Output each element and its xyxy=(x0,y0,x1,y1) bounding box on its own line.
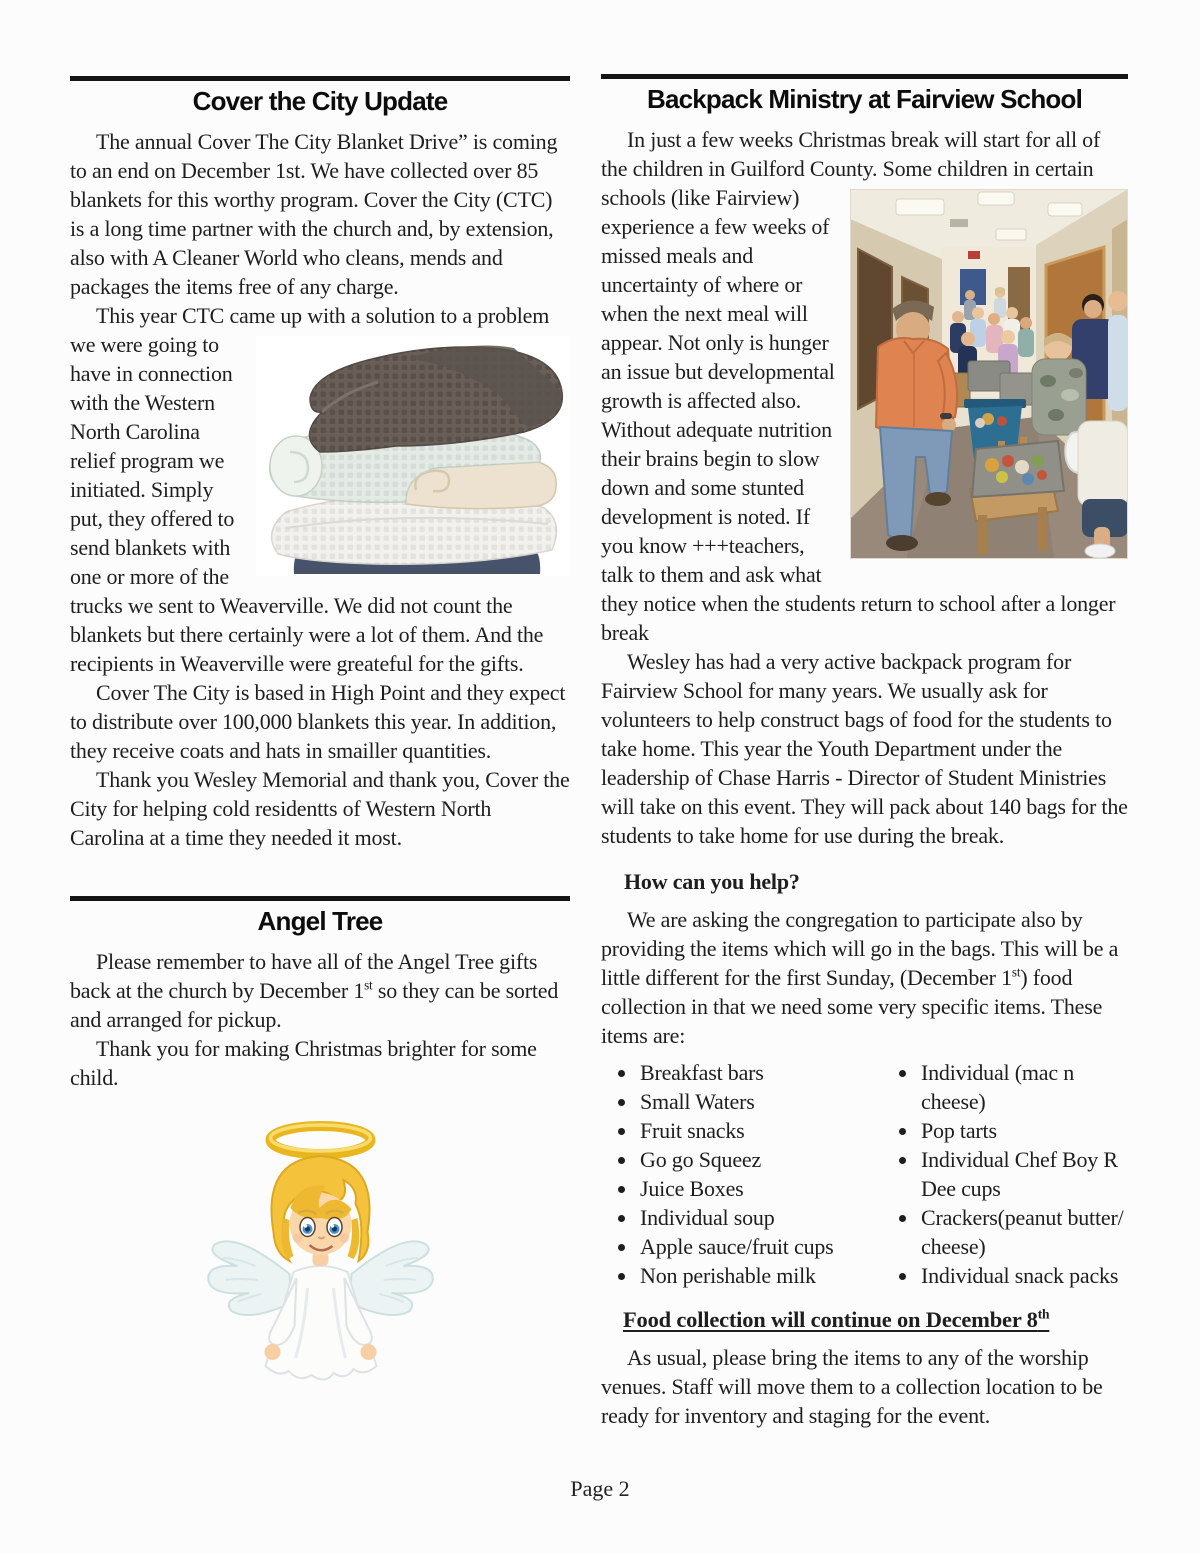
paragraph-text: problem we were going to have in connection with the Western North Carolina relief program we initiated. Simply put, they offered to send blankets with one or more of the trucks we sent to Weaverville. We did not count the blankets but there certainly were a lot of them. And the recipients in Weaverville were greateful for the gifts. xyxy=(70,303,550,676)
blankets-photo xyxy=(256,336,570,576)
list-item: • Go go Squeez xyxy=(638,1145,875,1174)
paragraph: Cover The City is based in High Point and they expect to distribute over 100,000 blankets this year. In addition, they receive coats and hats in smailler quantities. xyxy=(70,680,566,763)
section-heading-angel-tree: Angel Tree xyxy=(257,906,383,936)
paragraph-text: ) food collection in that we need some very specific items. These items are: xyxy=(601,965,1103,1048)
paragraph xyxy=(70,947,570,1034)
list-item: • Crackers(peanut butter/ cheese) xyxy=(919,1203,1128,1261)
ordinal-superscript: st xyxy=(1011,964,1021,980)
paragraph-text: Please remember to have all of the Angel Tree gifts back at the church by December 1 xyxy=(70,949,538,1003)
list-item: • Pop tarts xyxy=(919,1116,1128,1145)
paragraph-text: This year CTC came up with a solution to a xyxy=(96,303,478,328)
list-item: • Apple sauce/fruit cups xyxy=(638,1232,875,1261)
paragraph: The annual Cover The City Blanket Drive” is coming to an end on December 1st. We have collected over 85 blankets for this worthy program. Cover the City (CTC) is a long time partner with the church and, by extension, also with A Cleaner World who cleans, mends and packages the items free of any charge. xyxy=(70,129,558,299)
paragraph xyxy=(70,301,570,678)
section-angel-tree xyxy=(70,896,570,1406)
food-items-lists xyxy=(601,1058,1128,1290)
notice-underlined-text xyxy=(623,1307,1049,1332)
paragraph: As usual, please bring the items to any of the worship venues. Staff will move them to a collection location to be ready for inventory and staging for the event. xyxy=(601,1345,1103,1428)
paragraph-text: In just a few weeks Christmas break will start for all of the children in Guilford County. Some children in xyxy=(601,127,1101,181)
ordinal-superscript: th xyxy=(1037,1306,1050,1322)
list-item: • Individual snack packs xyxy=(919,1261,1128,1290)
list-item: • Breakfast bars xyxy=(638,1058,875,1087)
left-column xyxy=(70,76,570,1406)
list-item: • Fruit snacks xyxy=(638,1116,875,1145)
food-items-column-1 xyxy=(601,1058,881,1290)
paragraph: Wesley has had a very active backpack program for Fairview School for many years. We usually ask for volunteers to help construct bags of food for the students to take home. This year the Youth Department under the leadership of Chase Harris - Director of Student Ministries will take on this event. They will pack about 140 bags for the students to take home for use during the break. xyxy=(601,649,1128,848)
paragraph-text: We are asking the congregation to participate also by providing the items which will go in the bags. This will be a little different for the first Sunday, (December 1 xyxy=(601,907,1119,990)
backpack-packing-photo xyxy=(850,189,1128,559)
subheading-how-can-you-help: How can you help? xyxy=(624,869,800,894)
section-heading-backpack-ministry: Backpack Ministry at Fairview School xyxy=(646,84,1083,114)
list-item: • Individual soup xyxy=(638,1203,875,1232)
page-number: Page 2 xyxy=(570,1476,630,1501)
paragraph xyxy=(601,905,1128,1050)
list-item: • Individual Chef Boy R Dee cups xyxy=(919,1145,1128,1203)
paragraph xyxy=(601,125,1128,647)
section-divider-rule xyxy=(70,76,570,81)
section-heading-cover-the-city: Cover the City Update xyxy=(192,86,448,116)
section-divider-rule xyxy=(70,896,570,901)
backpack-packing-photo-graphic xyxy=(850,189,1128,559)
list-item: • Small Waters xyxy=(638,1087,875,1116)
food-collection-notice xyxy=(601,1305,1128,1334)
notice-text: Food collection will continue on December 8 xyxy=(623,1307,1038,1332)
list-item: • Non perishable milk xyxy=(638,1261,875,1290)
section-cover-the-city xyxy=(70,76,570,852)
angel-illustration-graphic xyxy=(193,1106,448,1406)
section-divider-rule xyxy=(601,74,1128,79)
paragraph: Thank you for making Christmas brighter for some child. xyxy=(70,1036,537,1090)
paragraph-text: so they can be sorted and arranged for pickup. xyxy=(70,978,559,1032)
ordinal-superscript: st xyxy=(364,977,373,993)
paragraph: Thank you Wesley Memorial and thank you, Cover the City for helping cold residentts of Western North Carolina at a time they needed it most. xyxy=(70,767,570,850)
paragraph-text: certain schools (like Fairview) experience a few weeks of missed meals and uncertainty of where or when the next meal will appear. Not only is hunger an issue but developmental growth is affected also. Without adequate nutrition their brains begin to slow down and some stunted development is noted. If you know +++teachers, talk to them and ask what they notice when the students return to school after a longer break xyxy=(601,156,1116,645)
angel-illustration xyxy=(193,1106,448,1406)
list-item: • Juice Boxes xyxy=(638,1174,875,1203)
blankets-photo-graphic xyxy=(256,336,570,576)
list-item: • Individual (mac n cheese) xyxy=(919,1058,1128,1116)
right-column xyxy=(601,74,1128,1430)
food-items-column-2 xyxy=(881,1058,1128,1290)
